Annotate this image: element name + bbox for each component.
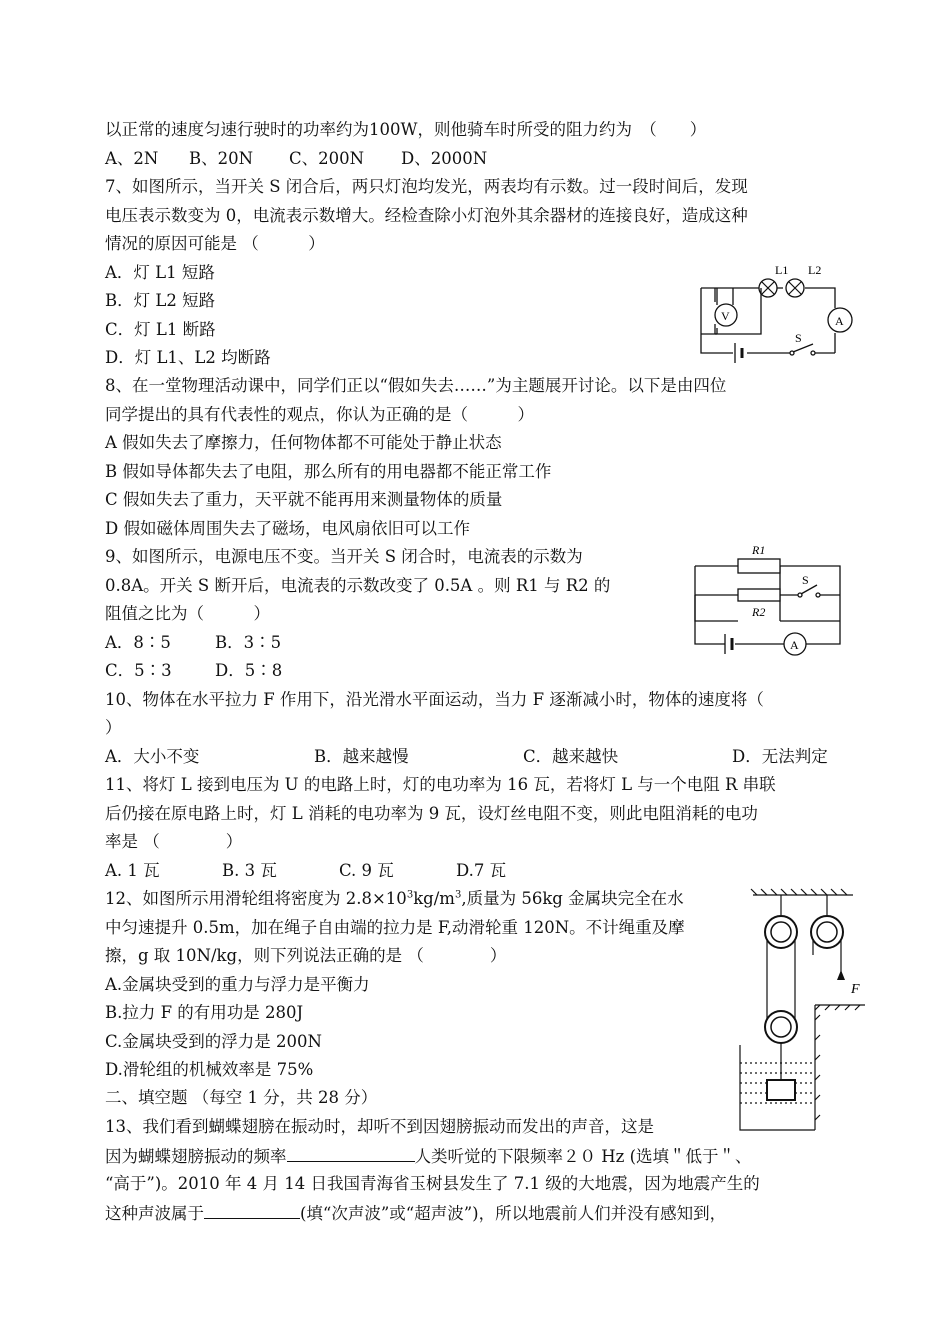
q7-option-c[interactable]: C．灯 L1 断路 [105, 320, 216, 339]
movable-pulley-icon [765, 1011, 797, 1043]
resistor-r1-icon [738, 559, 780, 573]
q9-stem-1: 9、如图所示，电源电压不变。当开关 S 闭合时，电流表的示数为 [105, 547, 583, 566]
resistor-r2-icon [738, 589, 780, 601]
q13-stem-2a: 因为蝴蝶翅膀振动的频率 [105, 1147, 287, 1166]
q9-option-d[interactable]: D．5∶8 [215, 661, 283, 680]
q12-stem-1 [105, 889, 684, 909]
q12-stem-2: 中匀速提升 0.5m，加在绳子自由端的拉力是 F,动滑轮重 120N。不计绳重及摩 [105, 918, 685, 937]
q7-circuit-diagram [695, 258, 865, 368]
q9-option-c[interactable]: C．5∶3 [105, 661, 172, 680]
q7-stem-2: 电压表示数变为 0，电流表示数增大。经检查除小灯泡外其余器材的连接良好，造成这种 [105, 206, 748, 225]
q7-option-a[interactable]: A．灯 L1 短路 [105, 263, 215, 282]
q10-option-d[interactable]: D．无法判定 [732, 747, 828, 766]
q13-stem-1: 13、我们看到蝴蝶翅膀在振动时，却听不到因翅膀振动而发出的声音，这是 [105, 1117, 654, 1136]
q11-stem-1: 11、将灯 L 接到电压为 U 的电路上时，灯的电功率为 16 瓦，若将灯 L 与一个电阻 R 串联 [105, 775, 776, 794]
q12-stem-3: 擦，g 取 10N/kg，则下列说法正确的是 （ ） [105, 946, 507, 965]
q11-stem-3: 率是 （ ） [105, 832, 243, 851]
q9-stem-2: 0.8A。开关 S 断开后，电流表的示数改变了 0.5A 。则 R1 与 R2 的 [105, 576, 611, 595]
q8-stem-1: 8、在一堂物理活动课中，同学们正以“假如失去……”为主题展开讨论。以下是由四位 [105, 376, 727, 395]
q6-options [105, 149, 487, 169]
q13-stem-4 [105, 1202, 726, 1224]
q9-circuit-diagram [690, 540, 855, 658]
lamp-l2-label: L2 [808, 263, 822, 277]
q7-stem-1: 7、如图所示，当开关 S 闭合后，两只灯泡均发光，两表均有示数。过一段时间后，发现 [105, 177, 748, 196]
q7-option-b[interactable]: B．灯 L2 短路 [105, 291, 216, 310]
force-arrow-icon [837, 970, 845, 980]
q6-option-c[interactable]: C、200N [289, 149, 365, 168]
lamp-l2-icon [786, 279, 804, 297]
q13-blank-2[interactable] [204, 1202, 300, 1219]
q7-stem-3: 情况的原因可能是 （ ） [105, 234, 325, 253]
q8-option-c[interactable]: C 假如失去了重力，天平就不能再用来测量物体的质量 [105, 490, 503, 509]
q10-stem-1: 10、物体在水平拉力 F 作用下，沿光滑水平面运动，当力 F 逐渐减小时，物体的速度将（ [105, 690, 764, 709]
q12-stem-1b: kg/m [413, 889, 455, 908]
q9-options-row-1 [105, 633, 281, 653]
fixed-pulley-right-icon [811, 916, 843, 948]
q8-stem-2: 同学提出的具有代表性的观点，你认为正确的是（ ） [105, 405, 534, 424]
q11-option-c[interactable]: C. 9 瓦 [339, 861, 394, 880]
q11-option-a[interactable]: A. 1 瓦 [105, 861, 160, 880]
force-label: F [851, 982, 860, 997]
q12-option-b[interactable]: B.拉力 F 的有用功是 280J [105, 1003, 304, 1022]
q6-stem-tail: 以正常的速度匀速行驶时的功率约为100W，则他骑车时所受的阻力约为 （ ） [105, 120, 707, 139]
q6-option-d[interactable]: D、2000N [401, 149, 488, 168]
q10-stem-2: ） [105, 718, 122, 737]
q12-option-a[interactable]: A.金属块受到的重力与浮力是平衡力 [105, 975, 370, 994]
resistor-r2-label: R2 [752, 605, 766, 619]
q13-stem-4a: 这种声波属于 [105, 1204, 204, 1223]
q12-stem-1a: 12、如图所示用滑轮组将密度为 2.8×10 [105, 889, 407, 908]
resistor-r1-label: R1 [752, 543, 766, 557]
q10-option-c[interactable]: C．越来越快 [523, 747, 619, 766]
fixed-pulley-left-icon [765, 916, 797, 948]
q11-options [105, 861, 506, 881]
q9-option-b[interactable]: B．3∶5 [215, 633, 282, 652]
q11-option-d[interactable]: D.7 瓦 [456, 861, 507, 880]
q10-options [105, 747, 828, 767]
q12-option-c[interactable]: C.金属块受到的浮力是 200N [105, 1032, 322, 1051]
switch-label: S [795, 331, 802, 345]
q12-stem-1-sup2: 3 [454, 889, 462, 901]
q6-option-b[interactable]: B、20N [189, 149, 254, 168]
q12-pulley-diagram [735, 885, 870, 1135]
q13-stem-2b: 人类听觉的下限频率２０ Hz (选填＂低于＂、 [414, 1147, 752, 1166]
q9-option-a[interactable]: A．8∶5 [105, 633, 171, 652]
q8-option-d[interactable]: D 假如磁体周围失去了磁场，电风扇依旧可以工作 [105, 519, 470, 538]
metal-block-icon [767, 1080, 795, 1100]
q10-option-b[interactable]: B．越来越慢 [314, 747, 409, 766]
q13-stem-4b: (填“次声波”或“超声波”)，所以地震前人们并没有感知到， [300, 1204, 727, 1223]
section-fill-in-heading: 二、填空题 （每空 1 分，共 28 分） [105, 1088, 378, 1107]
q9-ammeter-label: A [790, 638, 799, 652]
q7-option-d[interactable]: D．灯 L1、L2 均断路 [105, 348, 271, 367]
q13-blank-1[interactable] [287, 1145, 415, 1162]
q6-option-a[interactable]: A、2N [105, 149, 159, 168]
q9-stem-3: 阻值之比为（ ） [105, 604, 270, 623]
q12-stem-1-sup: 3 [406, 889, 414, 901]
q11-option-b[interactable]: B. 3 瓦 [222, 861, 277, 880]
q9-options-row-2 [105, 661, 282, 681]
voltmeter-label: V [721, 309, 730, 323]
q13-stem-2 [105, 1145, 752, 1167]
q9-battery-icon [725, 634, 732, 654]
battery-icon [735, 343, 742, 363]
q13-stem-3: “高于”)。2010 年 4 月 14 日我国青海省玉树县发生了 7.1 级的大地震，因为地震产生的 [105, 1174, 760, 1193]
q9-switch-label: S [802, 573, 809, 587]
lamp-l1-icon [759, 279, 777, 297]
ammeter-label: A [835, 314, 844, 328]
q8-option-a[interactable]: A 假如失去了摩擦力，任何物体都不可能处于静止状态 [105, 433, 502, 452]
q12-stem-1c: ,质量为 56kg 金属块完全在水 [461, 889, 684, 908]
q11-stem-2: 后仍接在原电路上时，灯 L 消耗的电功率为 9 瓦，设灯丝电阻不变，则此电阻消耗的电功 [105, 804, 758, 823]
lamp-l1-label: L1 [775, 263, 789, 277]
switch-icon [790, 344, 815, 355]
q8-option-b[interactable]: B 假如导体都失去了电阻，那么所有的用电器都不能正常工作 [105, 462, 552, 481]
q12-option-d[interactable]: D.滑轮组的机械效率是 75% [105, 1060, 314, 1079]
q10-option-a[interactable]: A．大小不变 [105, 747, 200, 766]
